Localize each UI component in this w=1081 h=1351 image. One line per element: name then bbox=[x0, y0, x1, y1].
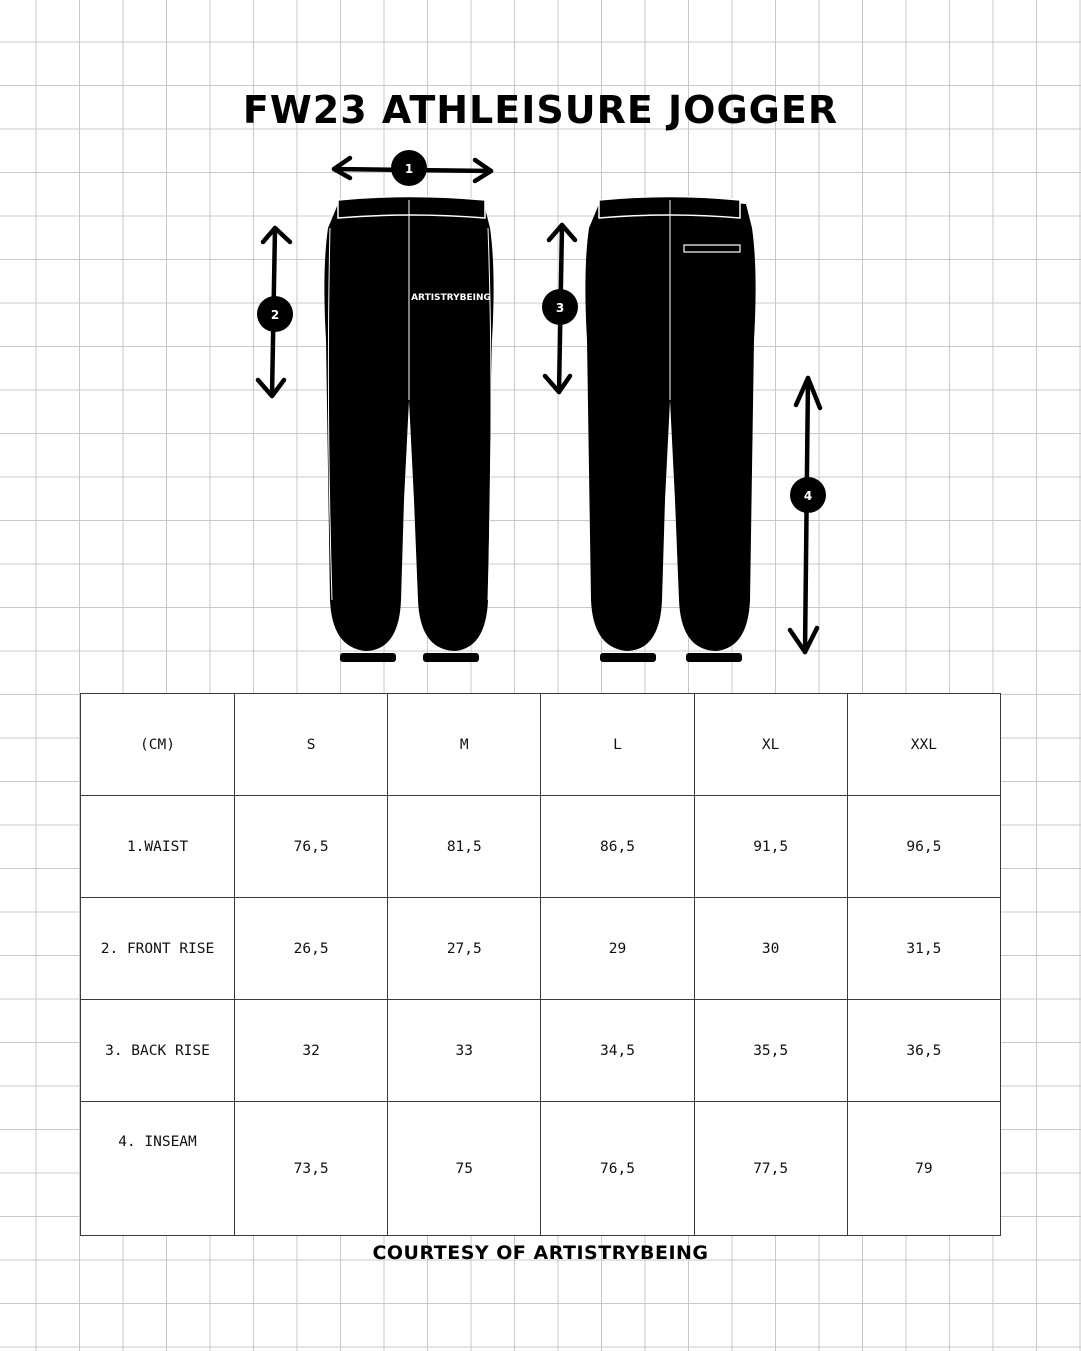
table-cell: 26,5 bbox=[235, 898, 388, 1000]
row-label: 2. FRONT RISE bbox=[81, 898, 235, 1000]
header-size-m: M bbox=[388, 694, 541, 796]
table-cell: 81,5 bbox=[388, 796, 541, 898]
table-cell: 32 bbox=[235, 1000, 388, 1102]
table-cell: 91,5 bbox=[694, 796, 847, 898]
header-size-xxl: XXL bbox=[847, 694, 1000, 796]
table-cell: 34,5 bbox=[541, 1000, 694, 1102]
page-title: FW23 ATHLEISURE JOGGER bbox=[242, 88, 839, 132]
header-unit: (CM) bbox=[81, 694, 235, 796]
table-cell: 31,5 bbox=[847, 898, 1000, 1000]
table-cell: 79 bbox=[847, 1102, 1000, 1236]
marker-1 bbox=[391, 150, 427, 186]
table-cell: 75 bbox=[388, 1102, 541, 1236]
row-label: 3. BACK RISE bbox=[81, 1000, 235, 1102]
footer-credit: COURTESY OF ARTISTRYBEING bbox=[372, 1242, 709, 1264]
svg-text:2: 2 bbox=[270, 308, 280, 322]
table-cell: 86,5 bbox=[541, 796, 694, 898]
table-cell: 35,5 bbox=[694, 1000, 847, 1102]
marker-3 bbox=[542, 289, 578, 325]
front-logo: ARTISTRYBEING bbox=[411, 293, 491, 303]
measure-inseam-arrow bbox=[790, 378, 820, 652]
table-cell: 29 bbox=[541, 898, 694, 1000]
table-cell: 76,5 bbox=[541, 1102, 694, 1236]
table-row-front-rise bbox=[81, 898, 1001, 1000]
header-size-s: S bbox=[235, 694, 388, 796]
table-cell: 36,5 bbox=[847, 1000, 1000, 1102]
table-row-inseam bbox=[81, 1102, 1001, 1236]
svg-text:1: 1 bbox=[404, 162, 414, 176]
header-size-xl: XL bbox=[694, 694, 847, 796]
row-label: 4. INSEAM bbox=[81, 1102, 235, 1236]
table-header-row bbox=[81, 694, 1001, 796]
table-cell: 77,5 bbox=[694, 1102, 847, 1236]
size-chart-table bbox=[80, 693, 1001, 1236]
table-cell: 76,5 bbox=[235, 796, 388, 898]
table-cell: 96,5 bbox=[847, 796, 1000, 898]
svg-text:3: 3 bbox=[555, 301, 565, 315]
header-size-l: L bbox=[541, 694, 694, 796]
table-cell: 73,5 bbox=[235, 1102, 388, 1236]
table-row-back-rise bbox=[81, 1000, 1001, 1102]
marker-2 bbox=[257, 296, 293, 332]
marker-4 bbox=[790, 477, 826, 513]
table-cell: 30 bbox=[694, 898, 847, 1000]
svg-text:4: 4 bbox=[803, 489, 813, 503]
front-jogger-drawing bbox=[324, 197, 493, 663]
table-row-waist bbox=[81, 796, 1001, 898]
table-cell: 33 bbox=[388, 1000, 541, 1102]
row-label: 1.WAIST bbox=[81, 796, 235, 898]
table-cell: 27,5 bbox=[388, 898, 541, 1000]
back-jogger-drawing bbox=[585, 197, 755, 663]
